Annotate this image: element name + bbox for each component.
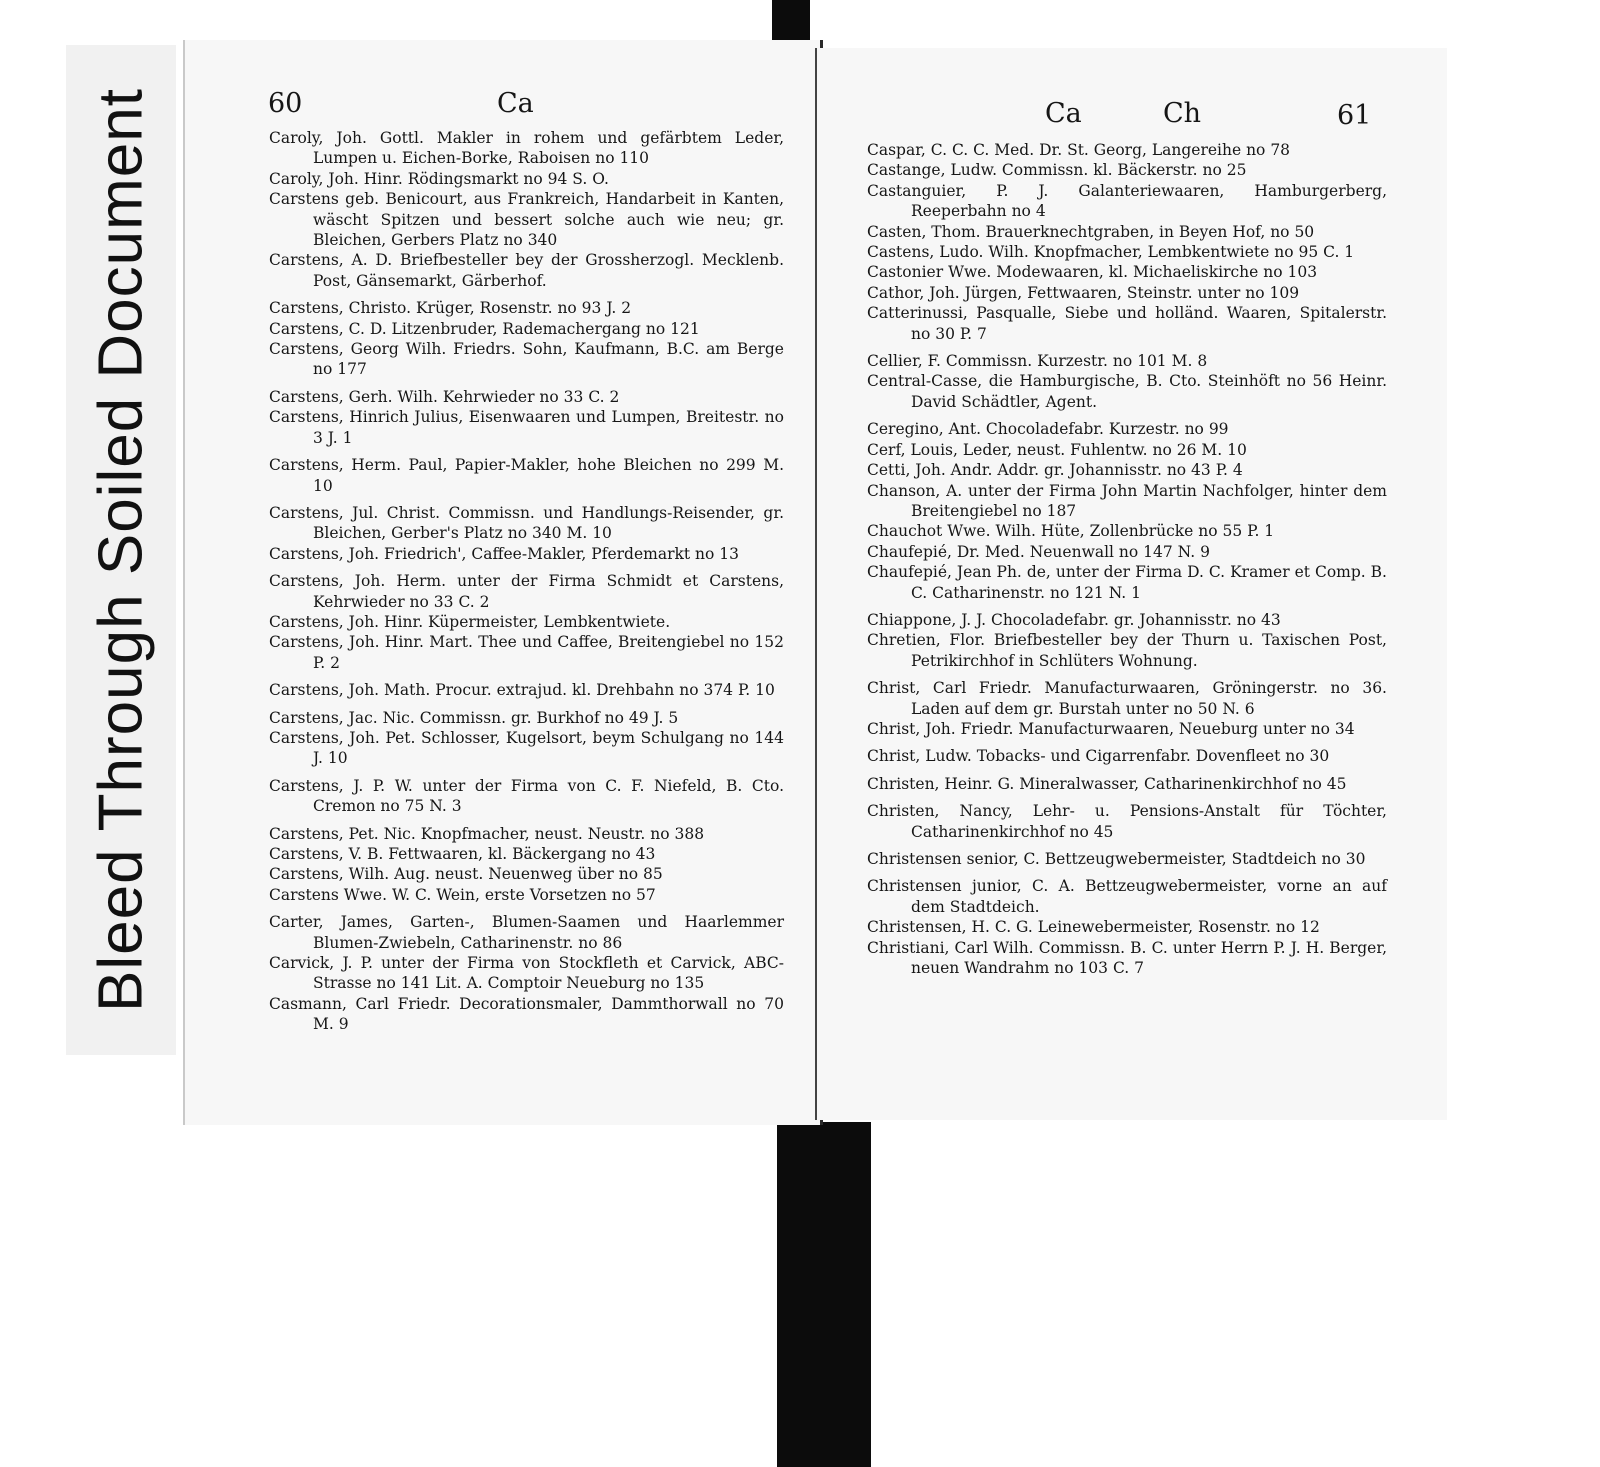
directory-entry: Casmann, Carl Friedr. Decorationsmaler, Dammthorwall no 70 M. 9: [269, 994, 784, 1034]
directory-entry: Chauchot Wwe. Wilh. Hüte, Zollenbrücke no 55 P. 1: [867, 522, 1275, 541]
directory-entry: Carstens, Herm. Paul, Papier-Makler, hohe Bleichen no 299 M. 10: [269, 456, 784, 495]
right-page: [815, 48, 1447, 1120]
directory-entry: Cetti, Joh. Andr. Addr. gr. Johannisstr. no 43 P. 4: [867, 461, 1243, 480]
directory-entry: Chretien, Flor. Briefbesteller bey der Thurn u. Taxischen Post, Petrikirchhof in Schlüters Wohnung.: [867, 631, 1387, 670]
directory-entry: Carstens, Hinrich Julius, Eisenwaaren und Lumpen, Breitestr. no 3 J. 1: [269, 408, 784, 447]
directory-entry: Carstens, J. P. W. unter der Firma von C. F. Niefeld, B. Cto. Cremon no 75 N. 3: [269, 776, 784, 816]
directory-entry: Central-Casse, die Hamburgische, B. Cto. Steinhöft no 56 Heinr. David Schädtler, Agent.: [867, 372, 1387, 411]
spine-bottom-shadow: [777, 1122, 871, 1467]
directory-entry: Christiani, Carl Wilh. Commissn. B. C. unter Herrn P. J. H. Berger, neuen Wandrahm no 103 C. 7: [867, 938, 1387, 978]
directory-entry: Chaufepié, Jean Ph. de, unter der Firma D. C. Kramer et Comp. B. C. Catharinenstr. no 121 N. 1: [867, 563, 1387, 602]
directory-entry: Castonier Wwe. Modewaaren, kl. Michaeliskirche no 103: [867, 263, 1318, 282]
directory-entry: Carstens, Jac. Nic. Commissn. gr. Burkhof no 49 J. 5: [269, 708, 679, 727]
directory-entry: Castanguier, P. J. Galanteriewaaren, Hamburgerberg, Reeperbahn no 4: [867, 181, 1387, 221]
directory-entry: Carstens, Joh. Pet. Schlosser, Kugelsort, beym Schulgang no 144 J. 10: [269, 728, 784, 768]
directory-entry: Caspar, C. C. C. Med. Dr. St. Georg, Langereihe no 78: [867, 141, 1291, 159]
directory-entry: Carstens, Joh. Herm. unter der Firma Schmidt et Carstens, Kehrwieder no 33 C. 2: [269, 572, 784, 611]
directory-entry: Cellier, F. Commissn. Kurzestr. no 101 M. 8: [867, 352, 1208, 371]
directory-entry: Carstens, Joh. Friedrich', Caffee-Makler, Pferdemarkt no 13: [269, 544, 739, 563]
directory-entry: Carstens Wwe. W. C. Wein, erste Vorsetzen no 57: [269, 885, 656, 904]
directory-entry: Christensen senior, C. Bettzeugwebermeister, Stadtdeich no 30: [867, 850, 1366, 868]
directory-entry: Ceregino, Ant. Chocoladefabr. Kurzestr. no 99: [867, 420, 1229, 439]
right-entry-list: [867, 140, 1387, 978]
directory-entry: Carstens, V. B. Fettwaaren, kl. Bäckergang no 43: [269, 845, 656, 863]
directory-entry: Carstens, Gerh. Wilh. Kehrwieder no 33 C. 2: [269, 387, 620, 406]
side-label-text: Bleed Through Soiled Document: [86, 88, 156, 1012]
directory-entry: Carstens, Joh. Math. Procur. extrajud. kl. Drehbahn no 374 P. 10: [269, 681, 775, 700]
directory-entry: Carstens geb. Benicourt, aus Frankreich, Handarbeit in Kanten, wäscht Spitzen und bessert solche auch wie neu; gr. Bleichen, Gerbers Platz no 340: [269, 190, 784, 250]
directory-entry: Carter, James, Garten-, Blumen-Saamen und Haarlemmer Blumen-Zwiebeln, Catharinenstr. no 86: [269, 913, 784, 952]
left-page-header: Ca: [497, 88, 534, 119]
directory-entry: Carstens, A. D. Briefbesteller bey der Grossherzogl. Mecklenb. Post, Gänsemarkt, Gärberhof.: [269, 251, 784, 290]
directory-entry: Chanson, A. unter der Firma John Martin Nachfolger, hinter dem Breitengiebel no 187: [867, 481, 1387, 520]
left-entry-list: [269, 128, 784, 1035]
directory-entry: Chaufepié, Dr. Med. Neuenwall no 147 N. 9: [867, 542, 1210, 561]
directory-entry: Catterinussi, Pasqualle, Siebe und holländ. Waaren, Spitalerstr. no 30 P. 7: [867, 304, 1387, 343]
directory-entry: Carstens, Joh. Hinr. Mart. Thee und Caffee, Breitengiebel no 152 P. 2: [269, 633, 784, 672]
directory-entry: Cerf, Louis, Leder, neust. Fuhlentw. no 26 M. 10: [867, 440, 1247, 459]
spine-top-shadow: [772, 0, 810, 40]
directory-entry: Christensen, H. C. G. Leinewebermeister, Rosenstr. no 12: [867, 918, 1320, 937]
right-page-header-right: Ch: [1163, 98, 1202, 129]
directory-entry: Cathor, Joh. Jürgen, Fettwaaren, Steinstr. unter no 109: [867, 283, 1300, 302]
directory-entry: Carstens, Jul. Christ. Commissn. und Handlungs-Reisender, gr. Bleichen, Gerber's Platz no 340 M. 10: [269, 503, 784, 543]
directory-entry: Christ, Ludw. Tobacks- und Cigarrenfabr. Dovenfleet no 30: [867, 747, 1330, 766]
right-page-header-left: Ca: [1045, 98, 1082, 129]
directory-entry: Carstens, Wilh. Aug. neust. Neuenweg über no 85: [269, 865, 663, 884]
directory-entry: Christ, Joh. Friedr. Manufacturwaaren, Neueburg unter no 34: [867, 719, 1355, 738]
directory-entry: Christ, Carl Friedr. Manufacturwaaren, Gröningerstr. no 36. Laden auf dem gr. Burstah unter no 50 N. 6: [867, 679, 1387, 718]
directory-entry: Christensen junior, C. A. Bettzeugwebermeister, vorne an auf dem Stadtdeich.: [867, 877, 1387, 916]
directory-entry: Casten, Thom. Brauerknechtgraben, in Beyen Hof, no 50: [867, 222, 1315, 241]
directory-entry: Carstens, Georg Wilh. Friedrs. Sohn, Kaufmann, B.C. am Berge no 177: [269, 340, 784, 379]
directory-entry: Christen, Nancy, Lehr- u. Pensions-Anstalt für Töchter, Catharinenkirchhof no 45: [867, 802, 1387, 841]
directory-entry: Caroly, Joh. Hinr. Rödingsmarkt no 94 S. O.: [269, 169, 609, 188]
right-page-number: 61: [1337, 100, 1372, 131]
side-label-panel: [66, 45, 176, 1055]
directory-entry: Chiappone, J. J. Chocoladefabr. gr. Johannisstr. no 43: [867, 610, 1281, 629]
directory-entry: Castange, Ludw. Commissn. kl. Bäckerstr. no 25: [867, 161, 1247, 180]
directory-entry: Carstens, Joh. Hinr. Küpermeister, Lembkentwiete.: [269, 612, 671, 631]
left-page: [183, 40, 823, 1125]
directory-entry: Caroly, Joh. Gottl. Makler in rohem und gefärbtem Leder, Lumpen u. Eichen-Borke, Raboisen no 110: [269, 129, 784, 168]
directory-entry: Christen, Heinr. G. Mineralwasser, Catharinenkirchhof no 45: [867, 774, 1347, 793]
directory-entry: Carstens, Christo. Krüger, Rosenstr. no 93 J. 2: [269, 299, 632, 318]
directory-entry: Carvick, J. P. unter der Firma von Stockfleth et Carvick, ABC-Strasse no 141 Lit. A. Comptoir Neueburg no 135: [269, 954, 784, 993]
left-page-number: 60: [268, 88, 303, 119]
directory-entry: Castens, Ludo. Wilh. Knopfmacher, Lembkentwiete no 95 C. 1: [867, 243, 1355, 262]
directory-entry: Carstens, C. D. Litzenbruder, Rademachergang no 121: [269, 319, 700, 338]
directory-entry: Carstens, Pet. Nic. Knopfmacher, neust. Neustr. no 388: [269, 824, 705, 843]
